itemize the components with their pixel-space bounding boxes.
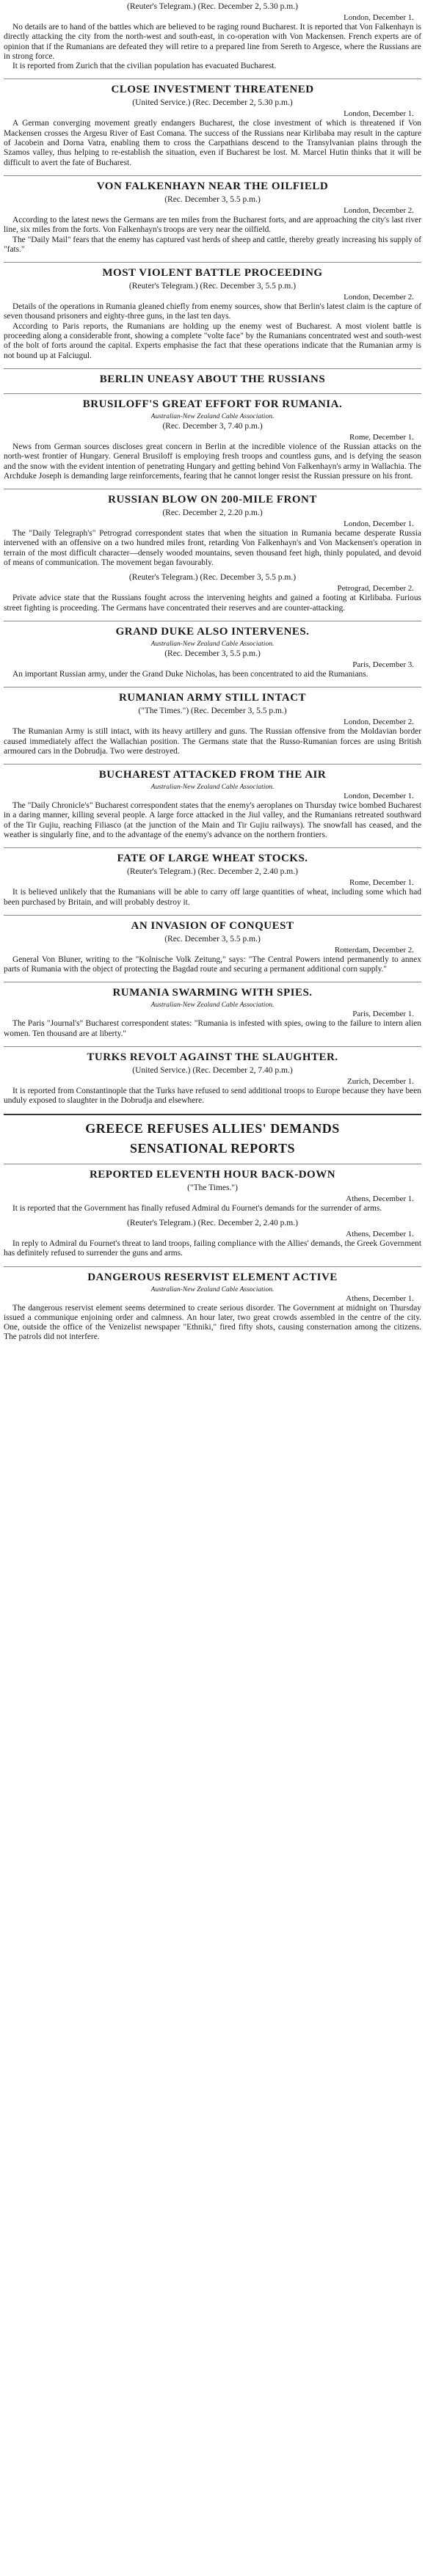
paragraph: According to Paris reports, the Rumanians are holding up the enemy west of Bucharest. A most violent battle is proceeding along a considerable front, showing a complete "volte face" by the Rumanians concentrated west and south-west of the bolt of forts around the capital. Experts emphasise the fact that these operations indicate that the Rumanian army is not bound up at Falciugul. xyxy=(4,321,421,360)
paragraph: The dangerous reservist element seems determined to create serious disorder. The Government at midnight on Thursday issued a communique enjoining order and calmness. An hour later, two great crowds assembled in the centre of the city. One, outside the office of the Venizelist newspaper "Ethniki," fired fifty shots, causing consternation among the citizens. The patrols did not interfere. xyxy=(4,1303,421,1342)
article-source: Australian-New Zealand Cable Association. xyxy=(150,1001,275,1010)
dateline: London, December 1. xyxy=(344,792,414,801)
dateline: Rotterdam, December 2. xyxy=(334,945,414,955)
article-headline: SENSATIONAL REPORTS xyxy=(129,1140,296,1156)
article xyxy=(4,621,421,679)
article xyxy=(4,1,421,71)
dateline: Zurich, December 1. xyxy=(346,1077,414,1087)
paragraph: It is reported from Zurich that the civilian population has evacuated Bucharest. xyxy=(12,62,277,71)
article-headline: MOST VIOLENT BATTLE PROCEEDING xyxy=(4,262,421,280)
article-headline: CLOSE INVESTMENT THREATENED xyxy=(4,79,421,96)
article-headline: FATE OF LARGE WHEAT STOCKS. xyxy=(4,847,421,865)
article xyxy=(4,1046,421,1106)
paragraph: According to the latest news the Germans are ten miles from the Bucharest forts, and are approaching the city's last river line, six miles from the forts. Von Falkenhayn's troops are very near the oilfield. xyxy=(4,215,421,235)
received-time: (Reuter's Telegram.) (Rec. December 2, 5.30 p.m.) xyxy=(127,2,298,11)
paragraph: The "Daily Chronicle's" Bucharest correspondent states that the enemy's aeroplanes on Thursday twice bombed Bucharest in a daring manner, killing several people. A large force attacked in the Jiul valley, and the Rumanians retreated southward of the Tir Gujiu, reaching Filiasco (at the junction of the Main and Tir Gujiu railways). The snowfall has ceased, and the weather is singularly fine, and to the advantage of the enemy's advance on the northern frontiers. xyxy=(4,801,421,839)
article xyxy=(4,262,421,361)
dateline: London, December 2. xyxy=(344,205,414,215)
article xyxy=(4,393,421,481)
received-time: (United Service.) (Rec. December 2, 5.30 p.m.) xyxy=(132,98,293,108)
article-source: Australian-New Zealand Cable Association. xyxy=(150,1285,275,1294)
article-headline: AN INVASION OF CONQUEST xyxy=(4,915,421,933)
article-headline: VON FALKENHAYN NEAR THE OILFIELD xyxy=(4,175,421,193)
article-headline: BERLIN UNEASY ABOUT THE RUSSIANS xyxy=(4,368,421,386)
received-time: (Rec. December 3, 5.5 p.m.) xyxy=(164,934,261,944)
article-headline: DANGEROUS RESERVIST ELEMENT ACTIVE xyxy=(4,1266,421,1284)
received-time: (Rec. December 3, 5.5 p.m.) xyxy=(164,649,261,658)
received-time: ("The Times.") xyxy=(187,1183,238,1192)
paragraph: Details of the operations in Rumania gleaned chiefly from enemy sources, show that Berlin's latest claim is the capture of seven thousand prisoners and eighty-three guns, in the last ten days. xyxy=(4,302,421,321)
article xyxy=(4,1114,421,1136)
received-time: (Rec. December 3, 7.40 p.m.) xyxy=(162,421,263,431)
dateline: Athens, December 1. xyxy=(346,1229,414,1238)
paragraph: Private advice state that the Russians fought across the intervening heights and gained a footing at Kirlibaba. Furious street fighting is proceeding. The Germans have concentrated their reserves and are counter-attacking. xyxy=(4,594,421,613)
received-time: (Rec. December 2, 2.20 p.m.) xyxy=(162,508,263,518)
article xyxy=(4,1266,421,1343)
paragraph: It is reported that the Government has finally refused Admiral du Fournet's demands for the surrender of arms. xyxy=(12,1203,382,1213)
article-headline: TURKS REVOLT AGAINST THE SLAUGHTER. xyxy=(4,1046,421,1064)
article xyxy=(4,915,421,975)
article xyxy=(4,1218,421,1259)
dateline: Athens, December 1. xyxy=(346,1194,414,1203)
article-source: Australian-New Zealand Cable Association. xyxy=(150,640,275,648)
article-headline: RUSSIAN BLOW ON 200-MILE FRONT xyxy=(4,489,421,506)
paragraph: The Paris "Journal's" Bucharest correspondent states: "Rumania is infested with spies, owing to the failure to intern alien women. Ten thousand are at liberty." xyxy=(4,1019,421,1038)
paragraph: It is believed unlikely that the Rumanians will be able to carry off large quantities of wheat, including some which had been purchased by Britain, and will probably destroy it. xyxy=(4,888,421,907)
dateline: London, December 1. xyxy=(344,519,414,529)
received-time: (United Service.) (Rec. December 2, 7.40 p.m.) xyxy=(132,1066,293,1076)
paragraph: General Von Bluner, writing to the "Kolnische Volk Zeitung," says: "The Central Powers intend permanently to annex parts of Rumania with the object of protecting the Bagdad route and securing a permanent additional corn supply." xyxy=(4,955,421,974)
article xyxy=(4,764,421,840)
dateline: Rome, December 1. xyxy=(349,878,414,888)
paragraph: No details are to hand of the battles which are believed to be raging round Bucharest. It is reported that Von Falkenhayn is directly attacking the city from the north-west and south-east, in co-operation with Von Mackensen. French experts are of opinion that if the Rumanians are defeated they will retire to a prepared line from Sereth to Argesce, where the Russians are in strong force. xyxy=(4,23,421,61)
dateline: Petrograd, December 2. xyxy=(337,584,414,594)
article-headline: RUMANIA SWARMING WITH SPIES. xyxy=(4,982,421,999)
article xyxy=(4,489,421,568)
dateline: Athens, December 1. xyxy=(346,1294,414,1303)
article-headline: RUMANIAN ARMY STILL INTACT xyxy=(4,687,421,704)
dateline: London, December 2. xyxy=(344,718,414,727)
article-headline: BUCHAREST ATTACKED FROM THE AIR xyxy=(4,764,421,781)
paragraph: The "Daily Mail" fears that the enemy has captured vast herds of sheep and cattle, thereby greatly increasing his supply of "fats." xyxy=(4,235,421,254)
dateline: Paris, December 3. xyxy=(352,660,414,669)
received-time: (Reuter's Telegram.) (Rec. December 2, 2.40 p.m.) xyxy=(127,1218,298,1227)
article xyxy=(4,572,421,613)
dateline: London, December 2. xyxy=(344,293,414,302)
article xyxy=(4,687,421,756)
article-headline: GREECE REFUSES ALLIES' DEMANDS xyxy=(4,1114,421,1136)
article xyxy=(4,847,421,908)
received-time: (Reuter's Telegram.) (Rec. December 3, 5.5 p.m.) xyxy=(128,573,297,583)
received-time: (Reuter's Telegram.) (Rec. December 3, 5.5 p.m.) xyxy=(128,282,297,291)
paragraph: It is reported from Constantinople that the Turks have refused to send additional troops to Europe because they have been unduly exposed to slaughter in the Dobrudja and elsewhere. xyxy=(4,1087,421,1106)
dateline: London, December 1. xyxy=(344,109,414,119)
paragraph: The Rumanian Army is still intact, with its heavy artillery and guns. The Russian offensive from the Moldavian border caused immediately affect the Wallachian position. The Germans state that the Russo-Rumanian forces are using British armoured cars in the Dobrudja. Two were destroyed. xyxy=(4,727,421,756)
article-headline: REPORTED ELEVENTH HOUR BACK-DOWN xyxy=(4,1164,421,1181)
dateline: Paris, December 1. xyxy=(352,1010,414,1019)
article-headline: BRUSILOFF'S GREAT EFFORT FOR RUMANIA. xyxy=(4,393,421,411)
received-time: (Rec. December 3, 5.5 p.m.) xyxy=(164,194,261,204)
paragraph: An important Russian army, under the Grand Duke Nicholas, has been concentrated to aid the Rumanians. xyxy=(12,669,368,679)
article-headline: GRAND DUKE ALSO INTERVENES. xyxy=(4,621,421,638)
article xyxy=(4,1164,421,1214)
article xyxy=(4,368,421,386)
received-time: ("The Times.") (Rec. December 3, 5.5 p.m.) xyxy=(138,707,287,716)
article xyxy=(4,982,421,1039)
article xyxy=(4,175,421,255)
article-source: Australian-New Zealand Cable Association. xyxy=(150,784,275,792)
article xyxy=(4,79,421,167)
paragraph: A German converging movement greatly endangers Bucharest, the close investment of which is threatened if Von Mackensen crosses the Argesu River of East Comana. The success of the Russians near Kirlibaba may result in the capture of Jacobein and Dorna Vatra, enabling them to cross the Carpathians descend to the Transylvanian plains through the Szamos valley, thus helping to re-establish the situation, even if Bucharest be lost. M. Marcel Hutin thinks that it will be difficult to avert the fate of Bucharest. xyxy=(4,119,421,167)
article-source: Australian-New Zealand Cable Association. xyxy=(150,412,275,420)
paragraph: In reply to Admiral du Fournet's threat to land troops, failing compliance with the Allies' demands, the Greek Government has definitely refused to surrender the guns and arms. xyxy=(4,1238,421,1258)
paragraph: The "Daily Telegraph's" Petrograd correspondent states that when the situation in Rumania became desperate Russia intervened with an offensive on a two hundred miles front, retarding Von Falkenhayn's and Von Mackensen's operation in terrain of the most difficult character—densely wooded mountains, seven thousand feet high, thinly populated, and devoid of means of communication. The movement began favourably. xyxy=(4,529,421,568)
received-time: (Reuter's Telegram.) (Rec. December 2, 2.40 p.m.) xyxy=(127,867,298,877)
paragraph: News from German sources discloses great concern in Berlin at the incredible violence of the Russian attacks on the north-west frontier of Hungary. General Brusiloff is employing fresh troops and countless guns, and is defying the season and the snow with the evident intention of penetrating Hungary and getting behind Von Falkenhayn's army in Wallachia. The Archduke Joseph is demanding large reinforcements, fearing that he cannot longer resist the Russian pressure on his front. xyxy=(4,442,421,481)
dateline: London, December 1. xyxy=(344,13,414,22)
dateline: Rome, December 1. xyxy=(349,432,414,442)
article xyxy=(4,1141,421,1156)
